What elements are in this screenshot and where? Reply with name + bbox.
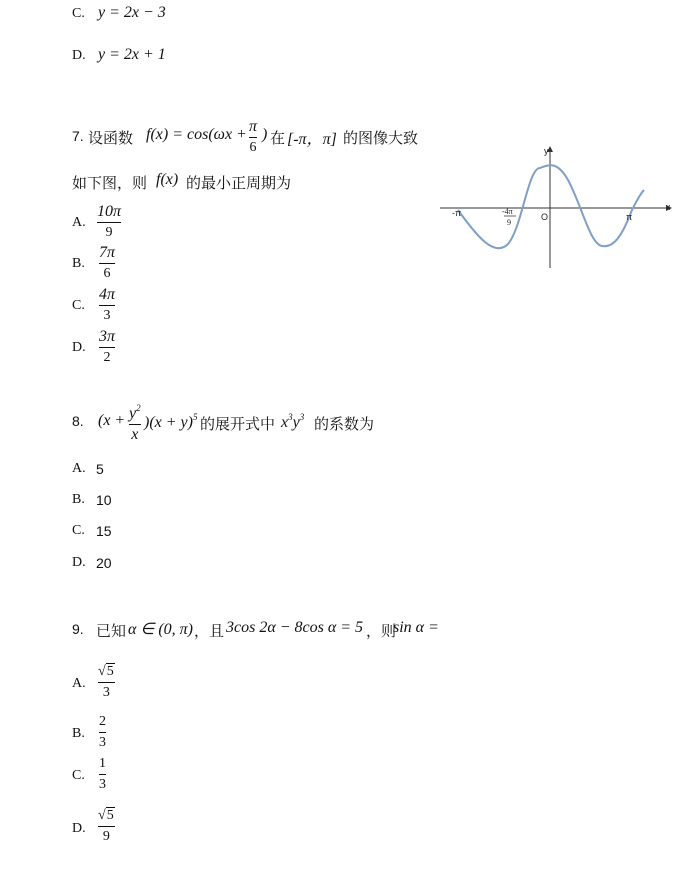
cosine-curve: [458, 165, 644, 248]
q9-option-b-num: 2: [99, 714, 106, 729]
tick-neg-4pi-num: -4π: [502, 207, 513, 216]
q9-option-b-den: 3: [99, 735, 106, 750]
q7-option-a-fraction: [97, 204, 121, 241]
q9-option-a-sqrt: √5: [98, 664, 114, 679]
q7-interval: [-π，π]: [287, 131, 337, 148]
q8-text2: 的系数为: [314, 415, 375, 433]
q7-phase-fraction: [249, 119, 257, 156]
q7-option-c-letter: C.: [72, 298, 85, 313]
q7-option-c-fraction: [99, 287, 115, 324]
q8-term-y-exp: 3: [299, 412, 305, 422]
q9-option-c-den: 3: [99, 777, 106, 792]
q9-cond1: α ∈ (0, π): [128, 621, 194, 638]
q8-option-d-value: 20: [96, 555, 112, 571]
q9-number: 9.: [72, 621, 84, 637]
q8-option-c-letter: C.: [72, 523, 85, 538]
q9-ask: sin α =: [393, 619, 439, 636]
q7-option-b-letter: B.: [72, 256, 85, 271]
q8-term-x-exp: 3: [288, 412, 293, 422]
q8-option-b-letter: B.: [72, 492, 85, 507]
x-axis-label: x: [666, 202, 671, 212]
q9-option-a-den: 3: [102, 685, 110, 700]
q7-option-d-num: 3π: [99, 328, 116, 345]
q6-option-c-text: y = 2x − 3: [98, 4, 166, 21]
q9-option-c-letter: C.: [72, 768, 85, 783]
q8-expr-a: (x +: [98, 412, 126, 429]
tick-neg-4pi-den: 9: [507, 218, 511, 227]
q8-expr-b: )(x + y): [144, 414, 193, 431]
q7-line2-prefix: 如下图，则: [72, 174, 148, 192]
q7-option-b-fraction: [99, 245, 115, 282]
q8-option-a-value: 5: [96, 461, 104, 477]
q8-frac-den: x: [131, 426, 139, 443]
q7-option-d-letter: D.: [72, 340, 86, 355]
q7-option-d-den: 2: [103, 350, 111, 365]
q9-text3: ，则: [366, 622, 397, 640]
q6-option-d-letter: D.: [72, 48, 86, 63]
q8-option-d-letter: D.: [72, 555, 86, 570]
q9-option-c-fraction: [99, 756, 106, 793]
q6-option-c-letter: C.: [72, 6, 85, 21]
q9-option-d-letter: D.: [72, 821, 86, 836]
y-axis-label: y: [544, 146, 549, 156]
q7-paren-close: ): [262, 126, 268, 143]
q9-option-a-radicand: 5: [106, 664, 114, 679]
q7-option-d-fraction: [99, 329, 115, 366]
q8-option-a-letter: A.: [72, 461, 86, 476]
q7-text-suffix: 的图像大致: [343, 129, 419, 147]
q7-option-a-den: 9: [105, 225, 113, 240]
q8-option-c-value: 15: [96, 523, 112, 539]
q9-text1: 已知: [96, 622, 127, 640]
q8-expr-b-exp: 5: [192, 412, 198, 422]
q7-option-b-num: 7π: [99, 244, 116, 261]
q7-option-b-den: 6: [103, 266, 111, 281]
q8-text1: 的展开式中: [200, 415, 276, 433]
q9-option-d-fraction: [98, 808, 115, 845]
q9-option-d-radicand: 5: [106, 808, 114, 823]
q7-text-mid: 在: [270, 129, 286, 147]
q8-fraction: [129, 400, 141, 443]
q7-function-graph: [436, 140, 676, 272]
q7-option-c-num: 4π: [99, 286, 116, 303]
q7-line2-func: f(x): [156, 171, 179, 188]
q7-text-prefix: 设函数: [88, 129, 134, 147]
q8-option-b-value: 10: [96, 492, 112, 508]
q8-frac-num-exp: 2: [136, 403, 141, 413]
q6-option-d-text: y = 2x + 1: [98, 46, 166, 63]
q7-phase-num: π: [249, 118, 258, 135]
q9-option-d-den: 9: [102, 829, 110, 844]
q8-term-y: y: [292, 414, 300, 431]
pi-label: π: [626, 212, 633, 222]
q9-option-b-fraction: [99, 714, 106, 751]
q9-option-a-letter: A.: [72, 676, 86, 691]
q9-option-a-fraction: [98, 664, 115, 701]
q8-term-x: x: [281, 414, 289, 431]
q7-number: 7.: [72, 128, 84, 144]
origin-label: O: [541, 212, 549, 222]
q9-option-b-letter: B.: [72, 726, 85, 741]
q9-option-c-num: 1: [99, 756, 106, 771]
q7-phase-den: 6: [249, 140, 257, 155]
neg-pi-label: -π: [452, 208, 462, 218]
q7-function: f(x) = cos(ωx +: [146, 126, 247, 143]
q7-line2-suffix: 的最小正周期为: [186, 174, 292, 192]
q7-option-c-den: 3: [103, 308, 111, 323]
q8-number: 8.: [72, 413, 84, 429]
q7-option-a-num: 10π: [97, 203, 122, 220]
q9-cond2: 3cos 2α − 8cos α = 5: [226, 619, 364, 636]
q9-text2: ，且: [194, 622, 225, 640]
q7-option-a-letter: A.: [72, 215, 86, 230]
q9-option-d-sqrt: √5: [98, 808, 114, 823]
q8-frac-num: y: [129, 405, 137, 422]
